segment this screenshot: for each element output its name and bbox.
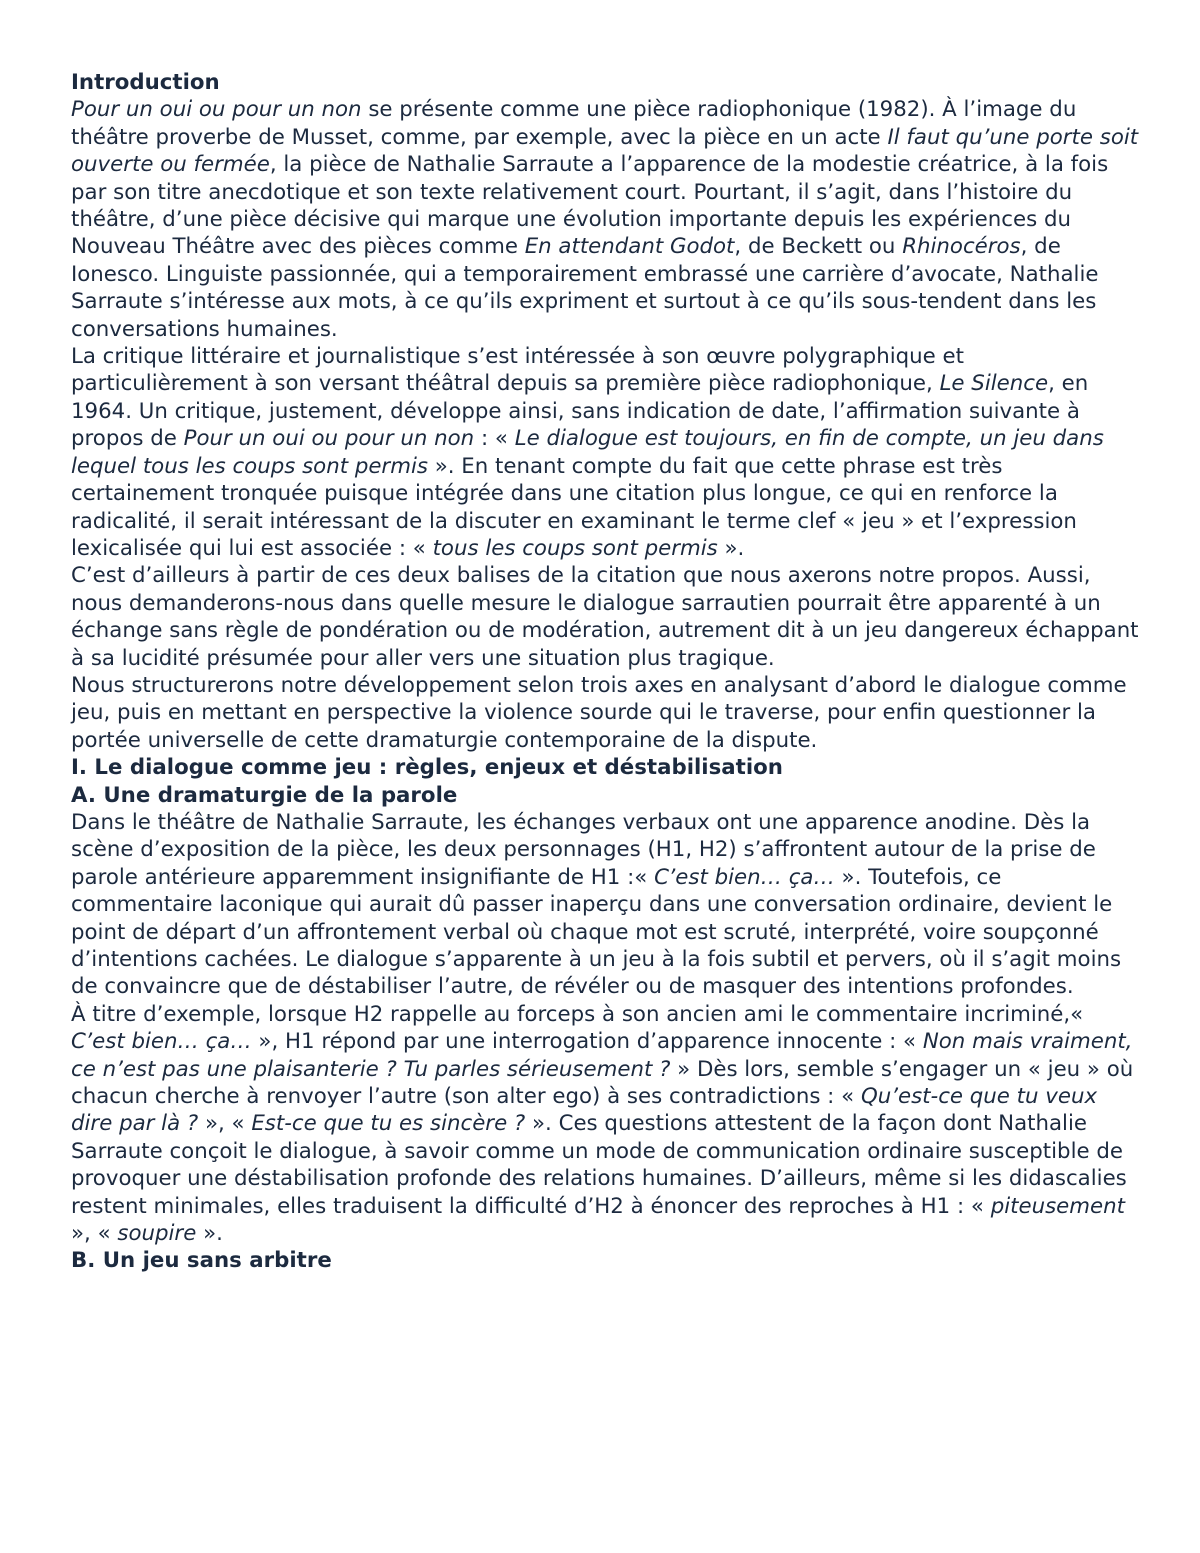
text-run: , de Beckett ou [734,234,903,260]
text-run: se présente comme une pièce radiophonique (1982). À l’image du théâtre proverbe de Musset, comme, par exemple, avec la pièce en un acte [71,97,1077,150]
text-run: », H1 répond par une interrogation d’apparence innocente : « [251,1029,923,1055]
text-run: , la pièce de Nathalie Sarraute a l’apparence de la modestie créatrice, à la fois par son titre anecdotique et son texte relativement court. Pourtant, il s’agit, dans l’histoire du théâtre, d’une pièce décisive qui marque une évolution importante depuis les expériences du Nouveau Théâtre avec des pièces comme [71,152,1109,260]
italic-text: C’est bien… ça… [71,1029,252,1055]
text-run: À titre d’exemple, lorsque H2 rappelle au forceps à son ancien ami le commentaire incriminé,« [71,1001,1084,1027]
text-run: » Dès lors, semble s’engager un « jeu » où chacun cherche à renvoyer l’autre (son alter ego) à ses contradictions : « [71,1056,1134,1110]
italic-text: Non mais vraiment, ce n’est pas une plaisanterie ? Tu parles sérieusement ? [71,1029,1133,1082]
italic-text: Pour un oui ou pour un non [183,426,475,452]
text-run: La critique littéraire et journalistique s’est intéressée à son œuvre polygraphique et particulièrement à son versant théâtral depuis sa première pièce radiophonique, [71,344,964,397]
intro-paragraph-4 [71,672,1141,754]
text-run: ». [717,535,745,561]
italic-text: C’est bien… ça… [654,864,835,890]
text-run: , de Ionesco. Linguiste passionnée, qui a temporairement embrassé une carrière d’avocate, Nathalie Sarraute s’intéresse aux mots, à ce qu’ils expriment et surtout à ce qu’ils sous-tendent dans les conversations humaines. [71,234,1099,342]
section-1a-paragraph-1 [71,809,1141,1001]
document-body [71,69,1141,1275]
text-run: Dans le théâtre de Nathalie Sarraute, les échanges verbaux ont une apparence anodine. Dès la scène d’exposition de la pièce, les deux personnages (H1, H2) s’affrontent autour de la prise de parole antérieure apparemment insignifiante de H1 :« [71,809,1096,890]
text-run: C’est d’ailleurs à partir de ces deux balises de la citation que nous axerons notre propos. Aussi, nous demanderons-nous dans quelle mesure le dialogue sarrautien pourrait être apparenté à un échange sans règle de pondération ou de modération, autrement dit à un jeu dangereux échappant à sa lucidité présumée pour aller vers une situation plus tragique. [71,563,1139,671]
text-run: ». [196,1221,223,1247]
intro-paragraph-2 [71,343,1141,562]
section-1-heading: I. Le dialogue comme jeu : règles, enjeux et déstabilisation [71,755,783,781]
text-run: : « [474,426,515,452]
intro-paragraph-3 [71,562,1141,672]
italic-text: Il faut qu’une porte soit ouverte ou fermée [71,124,1139,178]
subsection-b-heading: B. Un jeu sans arbitre [71,1248,332,1274]
italic-text: Le Silence [939,371,1049,397]
italic-text: Pour un oui ou pour un non [71,97,362,123]
text-run: ». En tenant compte du fait que cette phrase est très certainement tronquée puisque intégrée dans une citation plus longue, ce qui en renforce la radicalité, il serait intéressant de la discuter en examinant le terme clef « jeu » et l’expression lexicalisée qui lui est associée : « [71,453,1077,561]
text-run: ». Ces questions attestent de la façon dont Nathalie Sarraute conçoit le dialogue, à savoir comme un mode de communication ordinaire susceptible de provoquer une déstabilisation profonde des relations humaines. D’ailleurs, même si les didascalies restent minimales, elles traduisent la difficulté d’H2 à énoncer des reproches à H1 : « [71,1111,1127,1219]
subsection-a-heading: A. Une dramaturgie de la parole [71,782,458,808]
text-run: », « [71,1221,118,1247]
text-run: ». Toutefois, ce commentaire laconique qui aurait dû passer inaperçu dans une conversation ordinaire, devient le point de départ d’un affrontement verbal où chaque mot est scruté, interprété, voire soupçonné d’intentions cachées. Le dialogue s’apparente à un jeu à la fois subtil et pervers, où il s’agit moins de convaincre que de déstabiliser l’autre, de révéler ou de masquer des intentions profondes. [71,864,1122,1000]
intro-paragraph-1 [71,96,1141,343]
italic-text: piteusement [990,1193,1125,1219]
intro-heading: Introduction [71,70,220,95]
text-run: , en 1964. Un critique, justement, développe ainsi, sans indication de date, l’affirmation suivante à propos de [71,371,1089,452]
italic-text: Est-ce que tu es sincère ? [251,1111,526,1137]
text-run: Nous structurerons notre développement selon trois axes en analysant d’abord le dialogue comme jeu, puis en mettant en perspective la violence sourde qui le traverse, pour enfin questionner la portée universelle de cette dramaturgie contemporaine de la dispute. [71,672,1127,753]
italic-text: En attendant Godot [524,234,735,260]
italic-text: Qu’est-ce que tu veux dire par là ? [71,1084,1098,1137]
italic-text: soupire [117,1221,197,1247]
italic-text: Le dialogue est toujours, en fin de compte, un jeu dans lequel tous les coups sont permis [71,426,1104,479]
section-1a-paragraph-2 [71,1001,1141,1248]
italic-text: Rhinocéros [902,234,1021,260]
text-run: », « [198,1111,252,1137]
italic-text: tous les coups sont permis [432,535,718,561]
